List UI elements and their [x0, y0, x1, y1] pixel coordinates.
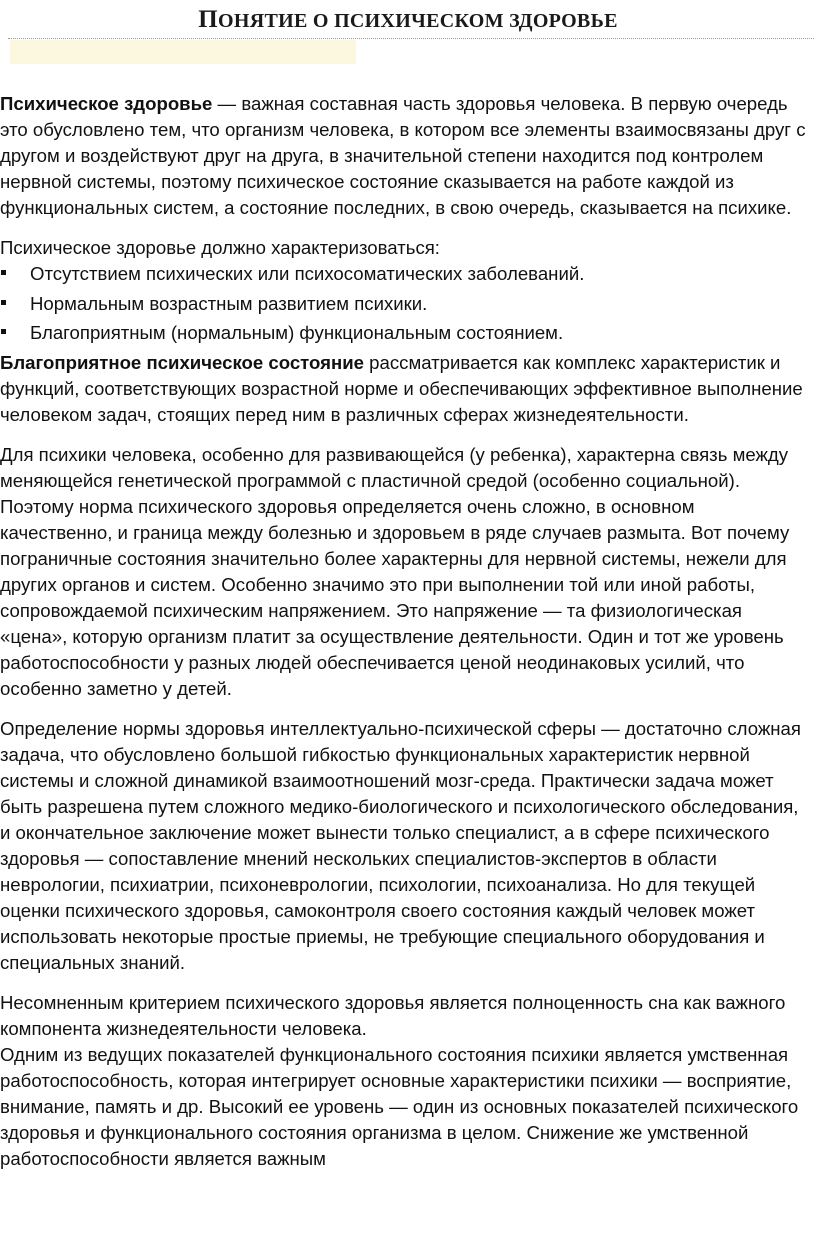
title-first-letter: П [198, 6, 219, 33]
term-mental-health: Психическое здоровье [0, 93, 213, 114]
term-favorable-state: Благоприятное психическое состояние [0, 351, 364, 373]
bullet-icon [1, 329, 6, 334]
paragraph-criteria-intro: Психическое здоровье должно характеризоваться: [0, 237, 440, 258]
list-item [0, 291, 812, 321]
list-item-text: Нормальным возрастным развитием психики. [30, 292, 428, 314]
paragraph-norm-definition: Определение нормы здоровья интеллектуально-психической сферы — достаточно сложная задача, что обусловлено большой гибкостью функциональных характеристик нервной системы и сложной динамикой взаимоотношений мозг-среда. Практически задача может быть разрешена путем сложного медико-биологического и психологического обследования, и окончательное заключение может вынести только специалист, а в сфере психического здоровья — сопоставление мнений нескольких специалистов-экспертов в области неврологии, психиатрии, психоневрологии, психологии, психоанализа. Но для текущей оценки психического здоровья, самоконтроля своего состояния каждый человек может использовать некоторые простые приемы, не требующие специального оборудования и специальных знаний. [0, 717, 801, 973]
list-item [0, 261, 812, 291]
title-rest: О ПСИХИЧЕСКОМ ЗДОРОВЬЕ [307, 10, 618, 32]
paragraph-favorable-state-text: рассматривается как комплекс характеристик и функций, соответствующих возрастной норме и обеспечивающих эффективное выполнение человеком задач, стоящих перед ним в различных сферах жизнедеятельности. [0, 351, 803, 425]
criteria-list [0, 261, 812, 350]
paragraph-favorable-state [0, 350, 812, 428]
paragraph-development: Для психики человека, особенно для развивающейся (у ребенка), характерна связь между меняющейся генетической программой с пластичной средой (особенно социальной). Поэтому норма психического здоровья определяется очень сложно, в основном качественно, и граница между болезнью и здоровьем в ряде случаев размыта. Вот почему пограничные состояния значительно более характерны для нервной системы, нежели для других органов и систем. Особенно значимо это при выполнении той или иной работы, сопровождаемой психическим напряжением. Это напряжение — та физиологическая «цена», которую организм платит за осуществление деятельности. Один и тот же уровень работоспособности у разных людей обеспечивается ценой неодинаковых усилий, что особенно заметно у детей. [0, 443, 790, 699]
title-first-word-rest: ОНЯТИЕ [218, 10, 308, 32]
list-item [0, 320, 812, 350]
document-body [0, 91, 812, 1172]
paragraph-definition-text: — важная составная часть здоровья человека. В первую очередь это обусловлено тем, что организм человека, в котором все элементы взаимосвязаны друг с другом и воздействуют друг на друга, в значительной степени находится под контролем нервной системы, поэтому психическое состояние сказывается на работе каждой из функциональных систем, а состояние последних, в свою очередь, сказывается на психике. [0, 93, 806, 218]
page-title [0, 6, 816, 34]
highlight-bar [10, 40, 356, 64]
paragraph-work-capacity: Одним из ведущих показателей функционального состояния психики является умственная работоспособность, которая интегрирует основные характеристики психики — восприятие, внимание, память и др. Высокий ее уровень — один из основных показателей психического здоровья и функционального состояния организма в целом. Снижение же умственной работоспособности является важным [0, 1043, 799, 1169]
list-item-text: Отсутствием психических или психосоматических заболеваний. [30, 263, 585, 284]
bullet-icon [1, 300, 6, 305]
paragraph-sleep: Несомненным критерием психического здоровья является полноценность сна как важного компонента жизнедеятельности человека. [0, 991, 786, 1039]
paragraph-definition [0, 91, 812, 221]
bullet-icon [1, 270, 6, 275]
title-divider [8, 38, 814, 39]
list-item-text: Благоприятным (нормальным) функциональным состоянием. [30, 322, 564, 343]
